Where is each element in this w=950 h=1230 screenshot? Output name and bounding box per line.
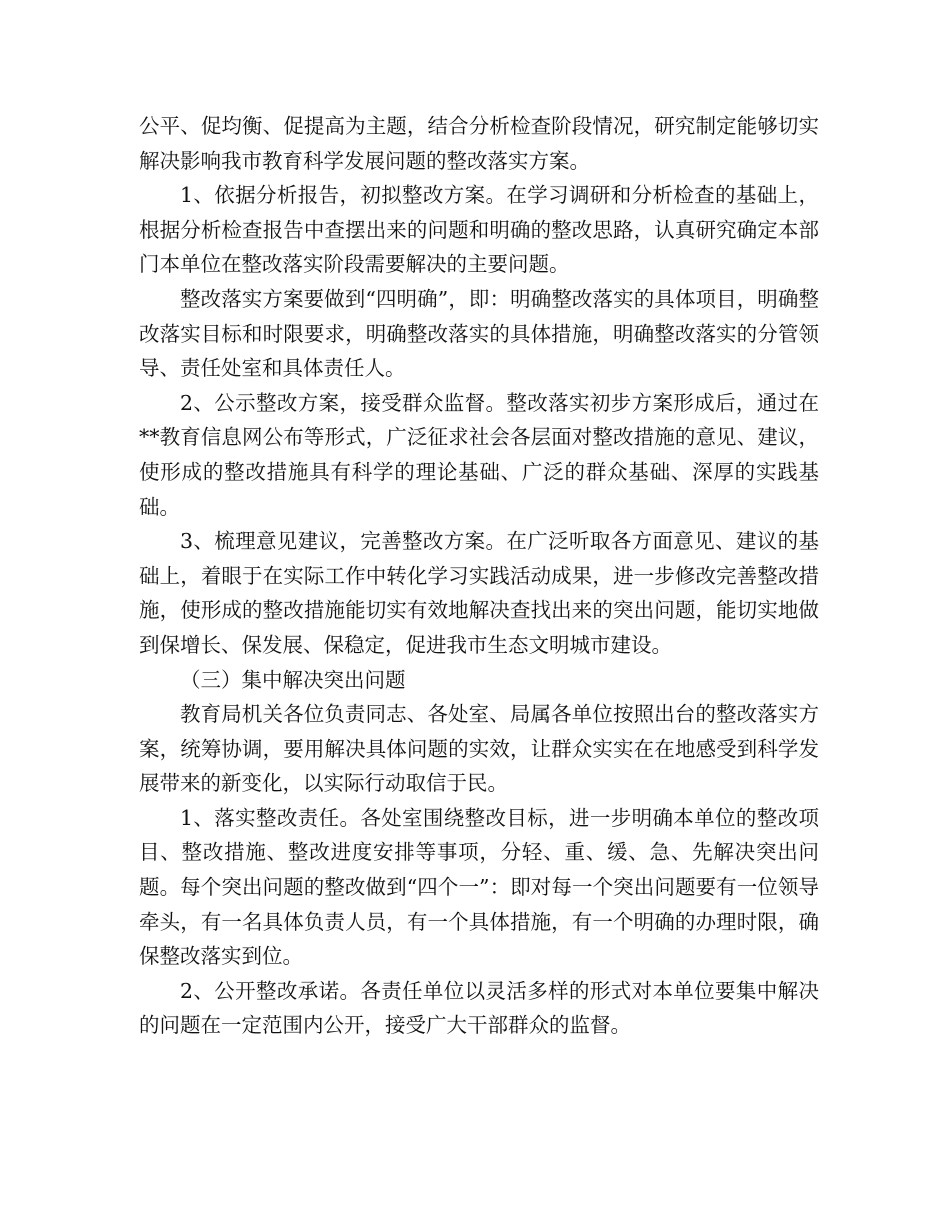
paragraph-7: 教育局机关各位负责同志、各处室、局属各单位按照出台的整改落实方案，统筹协调，要用解决具体问题的实效，让群众实实在在地感受到科学发展带来的新变化，以实际行动取信于民。 bbox=[139, 702, 819, 796]
paragraph-1: 公平、促均衡、促提高为主题，结合分析检查阶段情况，研究制定能够切实解决影响我市教育科学发展问题的整改落实方案。 bbox=[139, 114, 819, 173]
paragraph-2: 1、依据分析报告，初拟整改方案。在学习调研和分析检查的基础上，根据分析检查报告中查摆出来的问题和明确的整改思路，认真研究确定本部门本单位在整改落实阶段需要解决的主要问题。 bbox=[139, 183, 819, 277]
paragraph-5: 3、梳理意见建议，完善整改方案。在广泛听取各方面意见、建议的基础上，着眼于在实际工作中转化学习实践活动成果，进一步修改完善整改措施，使形成的整改措施能切实有效地解决查找出来的突出问题，能切实地做到保增长、保发展、保稳定，促进我市生态文明城市建设。 bbox=[139, 529, 819, 657]
paragraph-3: 整改落实方案要做到“四明确”，即：明确整改落实的具体项目，明确整改落实目标和时限要求，明确整改落实的具体措施，明确整改落实的分管领导、责任处室和具体责任人。 bbox=[139, 286, 819, 381]
document-body bbox=[139, 109, 819, 1043]
paragraph-4: 2、公示整改方案，接受群众监督。整改落实初步方案形成后，通过在**教育信息网公布等形式，广泛征求社会各层面对整改措施的意见、建议，使形成的整改措施具有科学的理论基础、广泛的群众基础、深厚的实践基础。 bbox=[139, 390, 819, 519]
paragraph-8: 1、落实整改责任。各处室围绕整改目标，进一步明确本单位的整改项目、整改措施、整改进度安排等事项，分轻、重、缓、急、先解决突出问题。每个突出问题的整改做到“四个一”：即对每一个突出问题要有一位领导牵头，有一名具体负责人员，有一个具体措施，有一个明确的办理时限，确保整改落实到位。 bbox=[139, 805, 819, 969]
section-heading: （三）集中解决突出问题 bbox=[180, 667, 406, 692]
paragraph-9: 2、公开整改承诺。各责任单位以灵活多样的形式对本单位要集中解决的问题在一定范围内公开，接受广大干部群众的监督。 bbox=[139, 978, 819, 1038]
